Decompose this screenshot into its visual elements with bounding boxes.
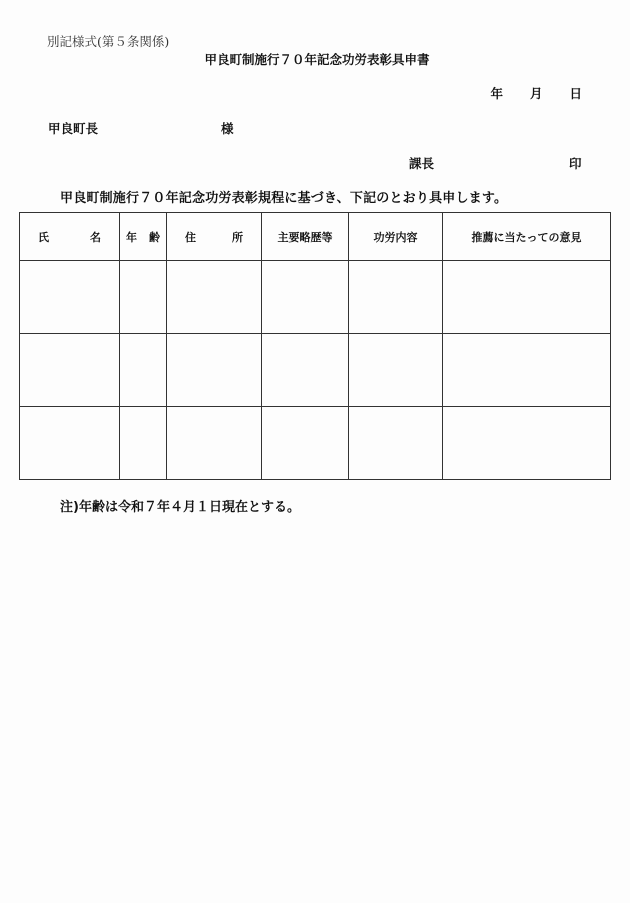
date-line [490, 84, 582, 102]
cell-career[interactable] [262, 261, 349, 334]
table-row [20, 261, 611, 334]
column-header-opinion: 推薦に当たっての意見 [443, 213, 611, 261]
cell-opinion[interactable] [443, 261, 611, 334]
form-label: 別記様式(第５条関係) [47, 34, 170, 49]
column-header-merit: 功労内容 [349, 213, 443, 261]
cell-merit[interactable] [349, 261, 443, 334]
date-day-label: 日 [569, 86, 582, 101]
cell-address[interactable] [167, 261, 262, 334]
date-year-label: 年 [490, 86, 503, 101]
cell-opinion[interactable] [443, 334, 611, 407]
nomination-table [19, 212, 611, 480]
table-row [20, 334, 611, 407]
addressee-name: 甲良町長 [48, 121, 99, 136]
cell-career[interactable] [262, 334, 349, 407]
cell-opinion[interactable] [443, 407, 611, 480]
cell-address[interactable] [167, 334, 262, 407]
cell-merit[interactable] [349, 334, 443, 407]
cell-age[interactable] [120, 261, 167, 334]
cell-career[interactable] [262, 407, 349, 480]
column-header-career: 主要略歴等 [262, 213, 349, 261]
cell-name[interactable] [20, 261, 120, 334]
date-month-label: 月 [529, 86, 543, 101]
addressee-honorific: 様 [221, 121, 234, 136]
cell-age[interactable] [120, 407, 167, 480]
statement-text: 甲良町制施行７０年記念功労表彰規程に基づき、下記のとおり具申します。 [60, 191, 508, 206]
cell-merit[interactable] [349, 407, 443, 480]
table-row [20, 407, 611, 480]
cell-name[interactable] [20, 407, 120, 480]
table-header-row [20, 213, 611, 261]
cell-name[interactable] [20, 334, 120, 407]
document-title: 甲良町制施行７０年記念功労表彰具申書 [204, 52, 430, 67]
sender-title: 課長 [409, 156, 435, 171]
footnote: 注)年齢は令和７年４月１日現在とする。 [60, 500, 300, 515]
column-header-name: 氏 名 [20, 213, 120, 261]
column-header-address: 住 所 [167, 213, 262, 261]
seal-mark: 印 [569, 156, 582, 171]
cell-age[interactable] [120, 334, 167, 407]
column-header-age: 年 齢 [120, 213, 167, 261]
cell-address[interactable] [167, 407, 262, 480]
